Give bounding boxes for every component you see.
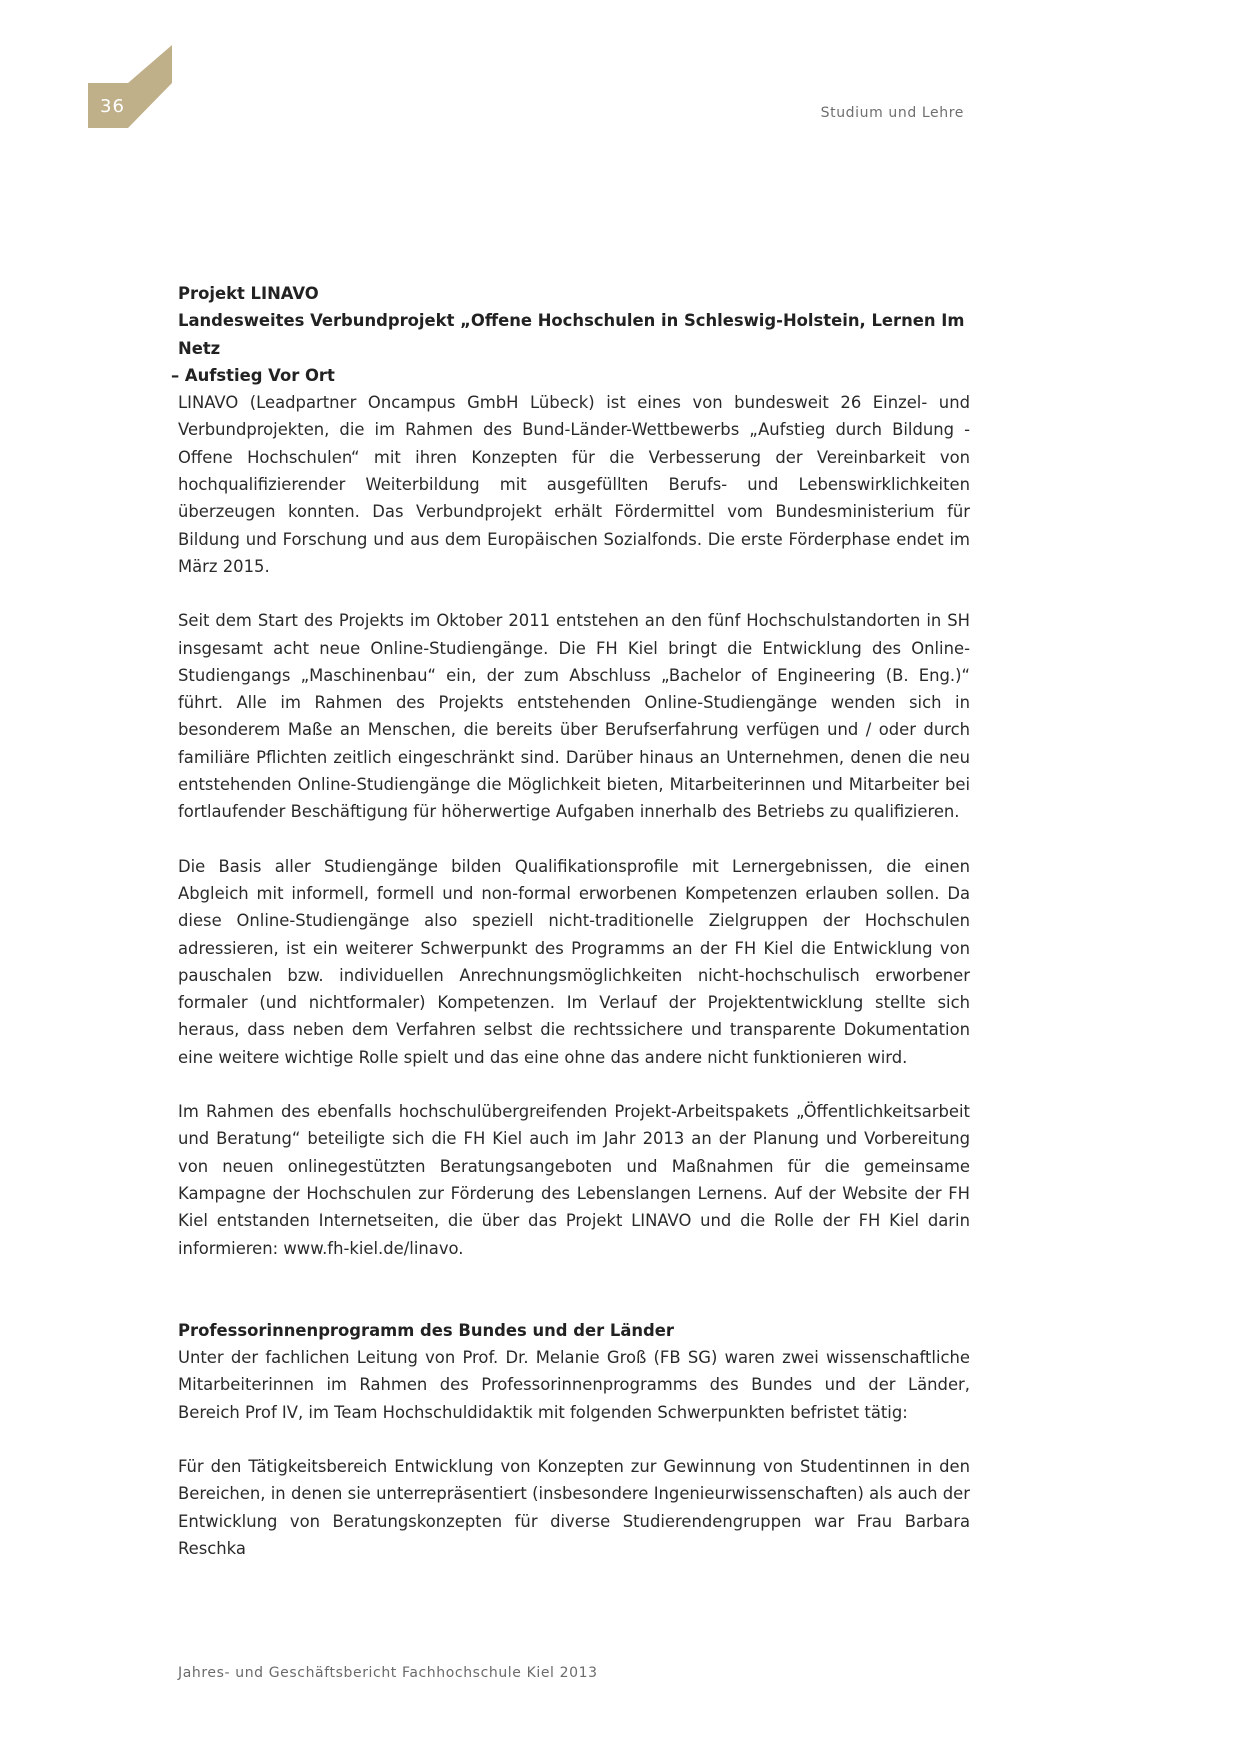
- linavo-title: Projekt LINAVO: [178, 284, 319, 303]
- linavo-paragraph-2: Seit dem Start des Projekts im Oktober 2011 entstehen an den fünf Hochschulstandorten in SH insgesamt acht neue Online-Studiengänge. Die FH Kiel bringt die Entwicklung des Online-Studiengangs „Maschinenbau“ ein, der zum Abschluss „Bachelor of Engineering (B. Eng.)“ führt. Alle im Rahmen des Projekts entstehenden Online-Studiengänge wenden sich in besonderem Maße an Menschen, die bereits über Berufserfahrung verfügen und / oder durch familiäre Pflichten zeitlich eingeschränkt sind. Darüber hinaus an Unternehmen, denen die neu entstehenden Online-Studiengänge die Möglichkeit bieten, Mitarbeiterinnen und Mitarbeiter bei fortlaufender Beschäftigung für höherwertige Aufgaben innerhalb des Betriebs zu qualifizieren.: [178, 611, 970, 822]
- page-footer: Jahres- und Geschäftsbericht Fachhochschule Kiel 2013: [178, 1665, 598, 1681]
- professorinnen-title: Professorinnenprogramm des Bundes und der Länder: [178, 1320, 674, 1340]
- professorinnen-paragraph-1: Unter der fachlichen Leitung von Prof. Dr. Melanie Groß (FB SG) waren zwei wissenschaftliche Mitarbeiterinnen im Rahmen des Professorinnenprogramms des Bundes und der Länder, Bereich Prof IV, im Team Hochschuldidaktik mit folgenden Schwerpunkten befristet tätig:: [178, 1348, 970, 1422]
- professorinnen-paragraph-2: Für den Tätigkeitsbereich Entwicklung von Konzepten zur Gewinnung von Studentinnen in den Bereichen, in denen sie unterrepräsentiert (insbesondere Ingenieurwissenschaften) als auch der Entwicklung von Beratungskonzepten für diverse Studierendengruppen war Frau Barbara Reschka: [178, 1456, 970, 1558]
- linavo-paragraph-1: LINAVO (Leadpartner Oncampus GmbH Lübeck) ist eines von bundesweit 26 Einzel- und Verbundprojekten, die im Rahmen des Bund-Länder-Wettbewerbs „Aufstieg durch Bildung - Offene Hochschulen“ mit ihren Konzepten für die Verbesserung der Vereinbarkeit von hochqualifizierender Weiterbildung mit ausgefüllten Berufs- und Lebenswirklichkeiten überzeugen konnten. Das Verbundprojekt erhält Fördermittel vom Bundesministerium für Bildung und Forschung und aus dem Europäischen Sozialfonds. Die erste Förderphase endet im März 2015.: [178, 393, 970, 576]
- page-number: 36: [100, 96, 125, 117]
- linavo-paragraph-4: Im Rahmen des ebenfalls hochschulübergreifenden Projekt-Arbeitspakets „Öffentlichkeitsarbeit und Beratung“ beteiligte sich die FH Kiel auch im Jahr 2013 an der Planung und Vorbereitung von neuen onlinegestützten Beratungsangeboten und Maßnahmen für die gemeinsame Kampagne der Hochschulen zur Förderung des Lebenslangen Lernens. Auf der Website der FH Kiel entstanden Internetseiten, die über das Projekt LINAVO und die Rolle der FH Kiel darin informieren: www.fh-kiel.de/linavo.: [178, 1102, 970, 1258]
- linavo-subtitle-line1: Landesweites Verbundprojekt „Offene Hochschulen in Schleswig-Holstein, Lernen Im Netz: [178, 311, 965, 358]
- running-head: Studium und Lehre: [820, 105, 964, 121]
- linavo-subtitle-line2: – Aufstieg Vor Ort: [171, 365, 335, 385]
- linavo-paragraph-3: Die Basis aller Studiengänge bilden Qualifikationsprofile mit Lernergebnissen, die einen Abgleich mit informell, formell und non-formal erworbenen Kompetenzen erlauben sollen. Da diese Online-Studiengänge also speziell nicht-traditionelle Zielgruppen der Hochschulen adressieren, ist ein weiterer Schwerpunkt des Programms an der FH Kiel die Entwicklung von pauschalen bzw. individuellen Anrechnungsmöglichkeiten nicht-hochschulisch erworbener formaler (und nichtformaler) Kompetenzen. Im Verlauf der Projektentwicklung stellte sich heraus, dass neben dem Verfahren selbst die rechtssichere und transparente Dokumentation eine weitere wichtige Rolle spielt und das eine ohne das andere nicht funktionieren wird.: [178, 856, 970, 1067]
- main-content: [171, 280, 970, 1562]
